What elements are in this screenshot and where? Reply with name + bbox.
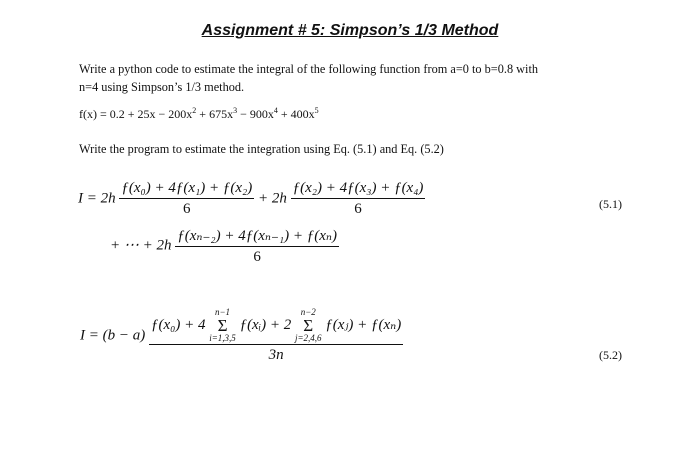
- summation-odd-icon: n−1 Σ i=1,3,5: [209, 307, 236, 343]
- instructions-line-2: n=4 using Simpson’s 1/3 method.: [79, 80, 245, 94]
- equation-5-2: [80, 308, 403, 364]
- function-definition: $f(x) = 0.2 + 25x - 200x^2 + 675x^3 - 900x^4 + 400x^5$: [79, 106, 319, 121]
- assignment-title: Assignment # 5: Simpson’s 1/3 Method: [201, 22, 499, 39]
- eq51-fraction-3: $\frac{\text{ƒ(xₙ₋₂) + 4ƒ(xₙ₋₁) + ƒ(xₙ)}}{6}$: [177, 228, 337, 265]
- summation-even-icon: n−2 Σ j=2,4,6: [294, 307, 322, 343]
- eq52-lhs: I = (b − a): [80, 327, 146, 344]
- instructions-paragraph: [79, 60, 639, 96]
- equation-number-5-2: (5.2): [599, 348, 622, 362]
- equation-5-1-line-2: [110, 226, 339, 266]
- eq51-lhs: I = 2h: [78, 190, 116, 207]
- eq51-fraction-1: $\frac{\text{ƒ(x₀) + 4ƒ(x₁) + ƒ(x₂)}}{6}$: [121, 180, 253, 217]
- instructions-line-3: Write the program to estimate the integration using Eq. (5.1) and Eq. (5.2): [79, 142, 444, 156]
- eq52-fraction: ƒ(x₀) + 4 n−1 Σ i=1,3,5 ƒ(xᵢ) + 2 n−2 Σ j=2,4,6 ƒ(xⱼ) + ƒ(xₙ) 3n: [150, 307, 402, 363]
- eq51-continuation: + ⋯ + 2h: [110, 237, 172, 254]
- eq51-plus-2h: + 2h: [257, 190, 287, 207]
- equation-number-5-1: (5.1): [599, 197, 622, 211]
- eq51-fraction-2: $\frac{\text{ƒ(x₂) + 4ƒ(x₃) + ƒ(x₄)}}{6}$: [292, 180, 424, 217]
- instructions-line-1: Write a python code to estimate the integral of the following function from a=0 to b=0.8 with: [79, 62, 539, 76]
- equation-5-1-line-1: [78, 180, 425, 218]
